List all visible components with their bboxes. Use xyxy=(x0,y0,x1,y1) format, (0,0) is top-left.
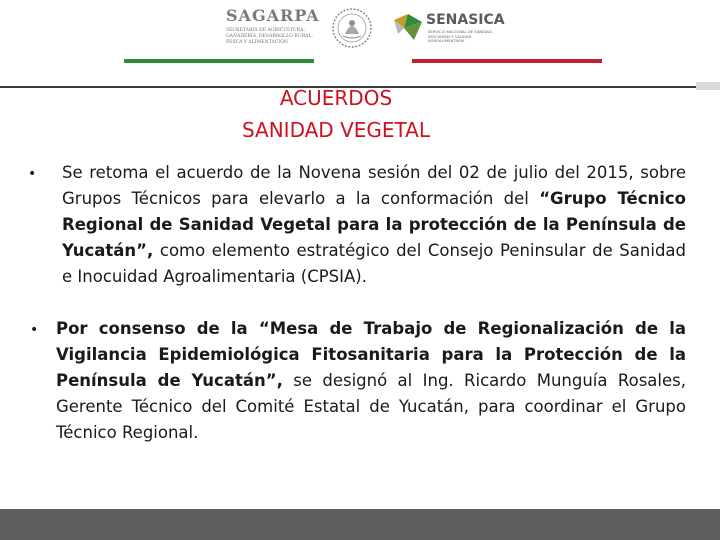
divider-end-tab xyxy=(696,82,720,90)
bullet-item-2 xyxy=(56,316,686,446)
bullet-1-text-end: como elemento estratégico del Consejo Peninsular de Sanidad e Inocuidad Agroalimentaria (CPSIA). xyxy=(62,241,686,286)
slide-title-line-1: ACUERDOS xyxy=(279,86,393,110)
slide-title-line-2: SANIDAD VEGETAL xyxy=(241,118,431,142)
sagarpa-name: SAGARPA xyxy=(226,6,320,25)
green-header-bar xyxy=(124,59,314,63)
senasica-name: SENASICA xyxy=(426,12,505,28)
bullet-1-group-name: “Grupo Técnico Regional de Sanidad Vegetal para la protección de la Península de Yucatán”, xyxy=(62,189,686,260)
sagarpa-subtitle: SECRETARÍA DE AGRICULTURA, GANADERÍA, DESARROLLO RURAL, PESCA Y ALIMENTACIÓN xyxy=(226,28,314,45)
sagarpa-logo xyxy=(226,6,322,50)
red-header-bar xyxy=(412,59,602,63)
senasica-emblem-icon xyxy=(392,12,426,42)
bullet-2-mesa-name: Por consenso de la “Mesa de Trabajo de Regionalización de la Vigilancia Epidemiológica Fitosanitaria para la Protección de la Península de Yucatán”, xyxy=(56,319,686,390)
bullet-item-1 xyxy=(62,160,686,290)
senasica-logo xyxy=(392,8,512,48)
bullet-marker: • xyxy=(30,322,39,338)
national-seal-icon xyxy=(330,6,374,50)
senasica-subtitle: SERVICIO NACIONAL DE SANIDAD, INOCUIDAD Y CALIDAD AGROALIMENTARIA xyxy=(428,29,493,44)
bullet-2-text-end: se designó al Ing. Ricardo Munguía Rosales, Gerente Técnico del Comité Estatal de Yucatán, para coordinar el Grupo Técnico Regional. xyxy=(56,371,686,442)
bullet-1-text-start: Se retoma el acuerdo de la Novena sesión del 02 de julio del 2015, sobre Grupos Técnicos para elevarlo a la conformación del xyxy=(62,163,686,208)
footer-bar xyxy=(0,509,720,540)
bullet-marker: • xyxy=(28,166,37,182)
